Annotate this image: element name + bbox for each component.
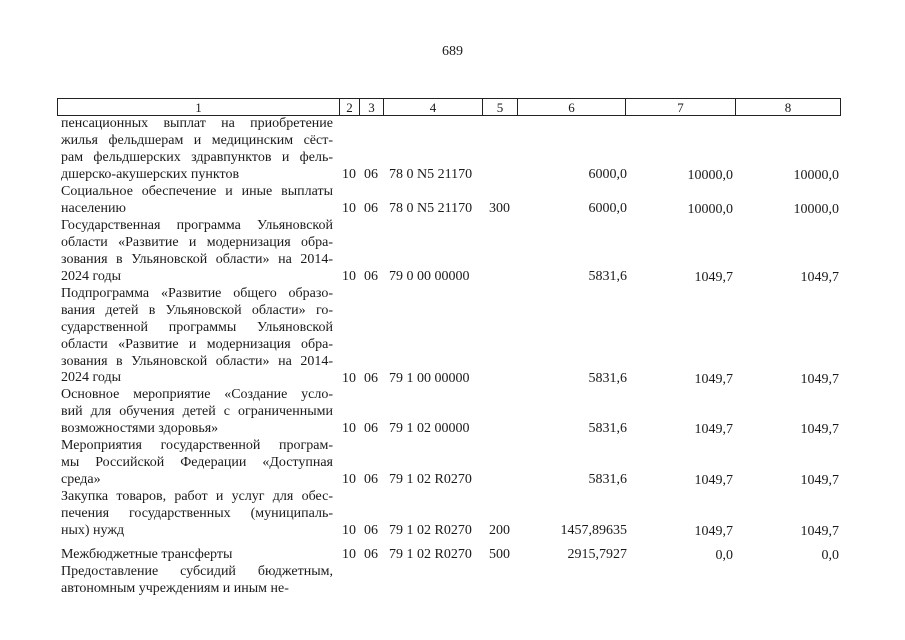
subsection-code: 06 bbox=[364, 471, 378, 487]
description-line: Предоставление субсидий бюджетным, bbox=[61, 564, 333, 579]
section-code: 10 bbox=[342, 268, 356, 284]
amount-col-8: 1049,7 bbox=[800, 269, 839, 285]
amount-col-8: 1049,7 bbox=[800, 421, 839, 437]
amount-col-8: 10000,0 bbox=[793, 167, 839, 183]
amount-col-7: 1049,7 bbox=[694, 421, 733, 437]
amount-col-7: 1049,7 bbox=[694, 472, 733, 488]
header-col-6: 6 bbox=[517, 98, 626, 116]
section-code: 10 bbox=[342, 471, 356, 487]
amount-col-7: 0,0 bbox=[715, 548, 733, 563]
description-line: населению bbox=[61, 200, 126, 216]
row-description bbox=[61, 564, 333, 598]
row-description bbox=[61, 387, 333, 438]
description-line: области «Развитие и модернизация обра- bbox=[61, 234, 333, 250]
amount-col-7: 1049,7 bbox=[694, 523, 733, 539]
description-line: области «Развитие и модернизация обра- bbox=[61, 336, 333, 352]
amount-col-7: 10000,0 bbox=[687, 201, 733, 217]
amount-col-6: 6000,0 bbox=[588, 200, 627, 216]
target-article-code: 79 1 02 R0270 bbox=[389, 547, 472, 562]
row-description bbox=[61, 547, 333, 564]
description-line: Основное мероприятие «Создание усло- bbox=[61, 387, 333, 402]
amount-col-6: 1457,89635 bbox=[560, 522, 627, 538]
amount-col-6: 5831,6 bbox=[588, 471, 627, 487]
amount-col-8: 1049,7 bbox=[800, 472, 839, 488]
row-description bbox=[61, 116, 333, 184]
amount-col-8: 10000,0 bbox=[793, 201, 839, 217]
description-line: среда» bbox=[61, 471, 101, 487]
description-line: ных) нужд bbox=[61, 522, 125, 538]
target-article-code: 79 1 02 R0270 bbox=[389, 522, 472, 538]
expense-type-code: 300 bbox=[489, 200, 510, 216]
description-line: 2024 годы bbox=[61, 268, 122, 284]
section-code: 10 bbox=[342, 547, 356, 562]
description-line: Социальное обеспечение и иные выплаты bbox=[61, 184, 333, 199]
section-code: 10 bbox=[342, 200, 356, 216]
description-line: 2024 годы bbox=[61, 370, 122, 386]
section-code: 10 bbox=[342, 166, 356, 182]
header-col-4: 4 bbox=[383, 98, 483, 116]
row-description bbox=[61, 438, 333, 489]
target-article-code: 79 1 02 R0270 bbox=[389, 471, 472, 487]
expense-type-code: 500 bbox=[489, 547, 510, 562]
description-line: зования в Ульяновской области» на 2014- bbox=[61, 353, 333, 369]
amount-col-6: 5831,6 bbox=[588, 420, 627, 436]
section-code: 10 bbox=[342, 522, 356, 538]
description-line: рам фельдшерских здравпунктов и фель- bbox=[61, 149, 333, 165]
description-line: дшерско-акушерских пунктов bbox=[61, 166, 240, 182]
subsection-code: 06 bbox=[364, 268, 378, 284]
description-line: пенсационных выплат на приобретение bbox=[61, 116, 333, 131]
amount-col-6: 2915,7927 bbox=[567, 547, 627, 562]
expense-type-code: 200 bbox=[489, 522, 510, 538]
amount-col-8: 1049,7 bbox=[800, 371, 839, 387]
target-article-code: 79 1 00 00000 bbox=[389, 370, 470, 386]
description-line: зования в Ульяновской области» на 2014- bbox=[61, 251, 333, 267]
header-col-5: 5 bbox=[482, 98, 518, 116]
description-line: возможностями здоровья» bbox=[61, 420, 219, 436]
amount-col-8: 1049,7 bbox=[800, 523, 839, 539]
page-number: 689 bbox=[442, 44, 463, 59]
amount-col-6: 5831,6 bbox=[588, 370, 627, 386]
subsection-code: 06 bbox=[364, 420, 378, 436]
description-line: Подпрограмма «Развитие общего образо- bbox=[61, 286, 333, 301]
row-description bbox=[61, 218, 333, 286]
description-line: вания детей в Ульяновской области» го- bbox=[61, 302, 333, 318]
description-line: Мероприятия государственной програм- bbox=[61, 438, 333, 453]
amount-col-8: 0,0 bbox=[821, 548, 839, 563]
description-line: печения государственных (муниципаль- bbox=[61, 505, 333, 521]
header-col-1: 1 bbox=[57, 98, 340, 116]
target-article-code: 78 0 N5 21170 bbox=[389, 166, 473, 182]
amount-col-6: 6000,0 bbox=[588, 166, 627, 182]
description-line: Межбюджетные трансферты bbox=[61, 547, 233, 562]
amount-col-7: 10000,0 bbox=[687, 167, 733, 183]
target-article-code: 79 0 00 00000 bbox=[389, 268, 470, 284]
subsection-code: 06 bbox=[364, 200, 378, 216]
description-line: автономным учреждениям и иным не- bbox=[61, 580, 289, 596]
description-line: Государственная программа Ульяновской bbox=[61, 218, 333, 233]
amount-col-7: 1049,7 bbox=[694, 269, 733, 285]
subsection-code: 06 bbox=[364, 166, 378, 182]
subsection-code: 06 bbox=[364, 522, 378, 538]
header-col-8: 8 bbox=[735, 98, 841, 116]
description-line: Закупка товаров, работ и услуг для обес- bbox=[61, 489, 333, 504]
header-col-2: 2 bbox=[339, 98, 360, 116]
section-code: 10 bbox=[342, 370, 356, 386]
subsection-code: 06 bbox=[364, 370, 378, 386]
description-line: мы Российской Федерации «Доступная bbox=[61, 454, 333, 470]
target-article-code: 79 1 02 00000 bbox=[389, 420, 470, 436]
amount-col-7: 1049,7 bbox=[694, 371, 733, 387]
row-description bbox=[61, 184, 333, 218]
row-description bbox=[61, 489, 333, 540]
description-line: сударственной программы Ульяновской bbox=[61, 319, 333, 335]
amount-col-6: 5831,6 bbox=[588, 268, 627, 284]
subsection-code: 06 bbox=[364, 547, 378, 562]
row-description bbox=[61, 286, 333, 387]
description-line: вий для обучения детей с ограниченными bbox=[61, 403, 333, 419]
header-col-7: 7 bbox=[625, 98, 736, 116]
section-code: 10 bbox=[342, 420, 356, 436]
description-line: жилья фельдшерам и медицинским сёст- bbox=[61, 132, 333, 148]
target-article-code: 78 0 N5 21170 bbox=[389, 200, 473, 216]
header-col-3: 3 bbox=[359, 98, 384, 116]
